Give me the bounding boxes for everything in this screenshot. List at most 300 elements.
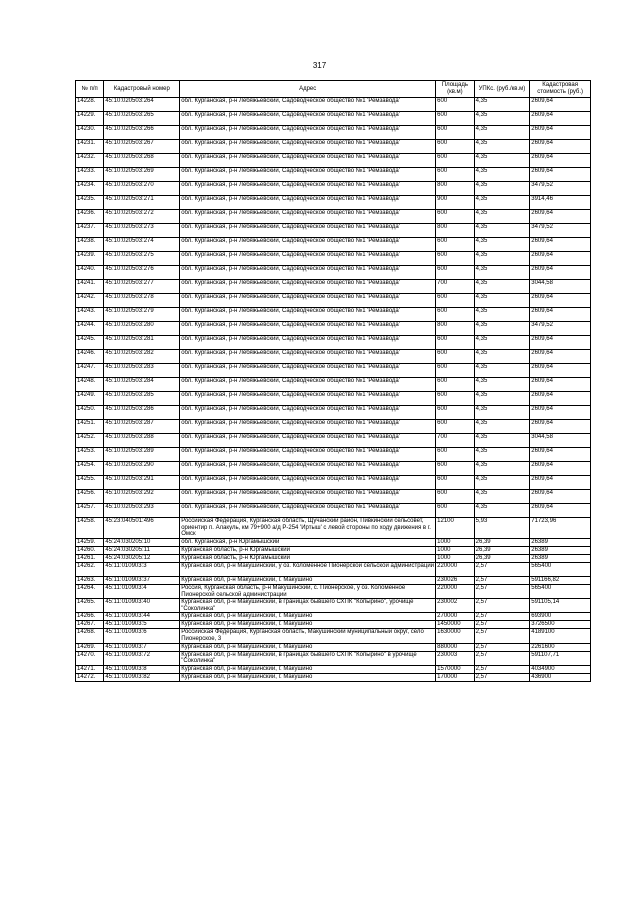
table-row	[76, 599, 591, 613]
table-row	[76, 621, 591, 629]
cell-area: 700	[436, 280, 474, 294]
cell-cost: 2609,64	[530, 126, 591, 140]
cell-upks: 26,39	[474, 539, 530, 547]
cell-area: 600	[436, 238, 474, 252]
table-header-row	[76, 81, 591, 98]
table-row	[76, 252, 591, 266]
table-row	[76, 504, 591, 518]
cell-upks: 2,57	[474, 621, 530, 629]
cell-address: обл. Курганская, р-н Лебяжьевский, Садоводческое общество №1 'Ремзавода'	[180, 182, 436, 196]
cell-upks: 4,35	[474, 168, 530, 182]
cell-address: обл. Курганская, р-н Лебяжьевский, Садоводческое общество №1 'Ремзавода'	[180, 238, 436, 252]
cell-area: 1000	[436, 539, 474, 547]
cell-cost: 2609,64	[530, 406, 591, 420]
cell-address: обл. Курганская, р-н Лебяжьевский, Садоводческое общество №1 'Ремзавода'	[180, 504, 436, 518]
cell-cadastral-number: 45:11:010903:82	[104, 673, 180, 681]
cell-number: 14238.	[76, 238, 104, 252]
cell-area: 880000	[436, 643, 474, 651]
cell-upks: 4,35	[474, 224, 530, 238]
cell-address: Курганская обл, р-н Макушинский, г. Макушино	[180, 643, 436, 651]
cell-cadastral-number: 45:11:010903:3	[104, 563, 180, 577]
cell-cost: 591107,71	[530, 651, 591, 665]
cell-cost: 2609,64	[530, 364, 591, 378]
cell-cost: 2609,64	[530, 154, 591, 168]
cell-address: обл. Курганская, р-н Лебяжьевский, Садоводческое общество №1 'Ремзавода'	[180, 322, 436, 336]
cell-cost: 3726500	[530, 621, 591, 629]
cell-number: 14249.	[76, 392, 104, 406]
cell-area: 220000	[436, 585, 474, 599]
table-row	[76, 322, 591, 336]
cell-cadastral-number: 45:10:020503:265	[104, 112, 180, 126]
table-row	[76, 140, 591, 154]
cell-cadastral-number: 45:11:010903:40	[104, 599, 180, 613]
cell-cadastral-number: 45:10:020503:289	[104, 448, 180, 462]
cell-upks: 2,57	[474, 613, 530, 621]
cell-cadastral-number: 45:10:020503:279	[104, 308, 180, 322]
cell-address: обл. Курганская, р-н Лебяжьевский, Садоводческое общество №1 'Ремзавода'	[180, 490, 436, 504]
cell-address: Курганская обл, р-н Макушинский, г. Макушино	[180, 665, 436, 673]
cell-area: 600	[436, 168, 474, 182]
cell-area: 600	[436, 308, 474, 322]
cell-area: 1000	[436, 547, 474, 555]
cell-cost: 3479,52	[530, 182, 591, 196]
cell-area: 600	[436, 112, 474, 126]
table-row	[76, 476, 591, 490]
cell-number: 14267.	[76, 621, 104, 629]
cell-area: 12100	[436, 518, 474, 539]
header-cadastral-number: Кадастровый номер	[104, 81, 180, 98]
cell-address: обл. Курганская, р-н Лебяжьевский, Садоводческое общество №1 'Ремзавода'	[180, 378, 436, 392]
cell-cadastral-number: 45:10:020503:290	[104, 462, 180, 476]
cell-upks: 4,35	[474, 448, 530, 462]
page-number: 317	[312, 61, 327, 70]
cell-cadastral-number: 45:11:010903:5	[104, 621, 180, 629]
cell-cost: 2609,64	[530, 378, 591, 392]
cell-area: 600	[436, 448, 474, 462]
cell-address: обл. Курганская, р-н Лебяжьевский, Садоводческое общество №1 'Ремзавода'	[180, 420, 436, 434]
table-body	[76, 98, 591, 682]
cell-cadastral-number: 45:10:020503:284	[104, 378, 180, 392]
cell-number: 14230.	[76, 126, 104, 140]
cell-cost: 4034900	[530, 665, 591, 673]
cell-area: 600	[436, 98, 474, 112]
cell-address: обл. Курганская, р-н Юргамышский	[180, 539, 436, 547]
cell-cost: 2609,64	[530, 504, 591, 518]
cell-cadastral-number: 45:10:020503:269	[104, 168, 180, 182]
cell-address: обл. Курганская, р-н Лебяжьевский, Садоводческое общество №1 'Ремзавода'	[180, 252, 436, 266]
cell-address: обл. Курганская, р-н Лебяжьевский, Садоводческое общество №1 'Ремзавода'	[180, 406, 436, 420]
cell-cost: 2609,64	[530, 476, 591, 490]
cell-cost: 591166,82	[530, 577, 591, 585]
cell-address: Курганская область, р-н Юргамышский	[180, 547, 436, 555]
cell-area: 600	[436, 378, 474, 392]
cell-cadastral-number: 45:10:020503:274	[104, 238, 180, 252]
cell-area: 600	[436, 154, 474, 168]
cell-number: 14272.	[76, 673, 104, 681]
cell-number: 14260.	[76, 547, 104, 555]
cell-address: обл. Курганская, р-н Лебяжьевский, Садоводческое общество №1 'Ремзавода'	[180, 294, 436, 308]
cell-upks: 4,35	[474, 392, 530, 406]
cell-address: обл. Курганская, р-н Лебяжьевский, Садоводческое общество №1 'Ремзавода'	[180, 462, 436, 476]
cell-number: 14261.	[76, 555, 104, 563]
cell-cadastral-number: 45:10:020503:266	[104, 126, 180, 140]
cell-cost: 2609,64	[530, 98, 591, 112]
cell-number: 14242.	[76, 294, 104, 308]
table-row	[76, 266, 591, 280]
table-row	[76, 406, 591, 420]
cadastral-table	[75, 80, 591, 682]
cell-upks: 4,35	[474, 112, 530, 126]
cell-number: 14259.	[76, 539, 104, 547]
cell-area: 600	[436, 266, 474, 280]
table-row	[76, 154, 591, 168]
cell-cost: 3479,52	[530, 224, 591, 238]
cell-address: обл. Курганская, р-н Лебяжьевский, Садоводческое общество №1 'Ремзавода'	[180, 448, 436, 462]
cell-cost: 3914,46	[530, 196, 591, 210]
cell-address: обл. Курганская, р-н Лебяжьевский, Садоводческое общество №1 'Ремзавода'	[180, 98, 436, 112]
cell-cadastral-number: 45:10:020503:278	[104, 294, 180, 308]
cell-cost: 2261600	[530, 643, 591, 651]
cell-number: 14234.	[76, 182, 104, 196]
cell-area: 230002	[436, 599, 474, 613]
cell-area: 600	[436, 490, 474, 504]
cell-number: 14254.	[76, 462, 104, 476]
cell-area: 600	[436, 476, 474, 490]
cell-area: 600	[436, 252, 474, 266]
table-row	[76, 518, 591, 539]
cell-number: 14245.	[76, 336, 104, 350]
table-row	[76, 577, 591, 585]
cell-address: обл. Курганская, р-н Лебяжьевский, Садоводческое общество №1 'Ремзавода'	[180, 434, 436, 448]
cell-upks: 4,35	[474, 182, 530, 196]
cell-address: Курганская обл, р-н Макушинский, у оз. Коломенное Пионерской сельской администрации	[180, 563, 436, 577]
cell-address: обл. Курганская, р-н Лебяжьевский, Садоводческое общество №1 'Ремзавода'	[180, 336, 436, 350]
table-row	[76, 224, 591, 238]
cell-address: обл. Курганская, р-н Лебяжьевский, Садоводческое общество №1 'Ремзавода'	[180, 154, 436, 168]
cell-number: 14243.	[76, 308, 104, 322]
cell-cost: 2609,64	[530, 210, 591, 224]
cell-cadastral-number: 45:11:010903:6	[104, 629, 180, 643]
cell-number: 14268.	[76, 629, 104, 643]
cell-address: Курганская обл, р-н Макушинский, г. Макушино	[180, 577, 436, 585]
cell-cost: 2609,64	[530, 462, 591, 476]
cell-address: Курганская обл, р-н Макушинский, г. Макушино	[180, 673, 436, 681]
cell-upks: 4,35	[474, 280, 530, 294]
cell-address: обл. Курганская, р-н Лебяжьевский, Садоводческое общество №1 'Ремзавода'	[180, 196, 436, 210]
cell-area: 900	[436, 196, 474, 210]
cell-number: 14256.	[76, 490, 104, 504]
cell-cadastral-number: 45:10:020503:292	[104, 490, 180, 504]
cell-cost: 565400	[530, 563, 591, 577]
cell-address: обл. Курганская, р-н Лебяжьевский, Садоводческое общество №1 'Ремзавода'	[180, 126, 436, 140]
cell-upks: 4,35	[474, 252, 530, 266]
cell-number: 14255.	[76, 476, 104, 490]
cell-cost: 591105,14	[530, 599, 591, 613]
table-row	[76, 547, 591, 555]
cell-upks: 4,35	[474, 406, 530, 420]
cell-cost: 71723,96	[530, 518, 591, 539]
cell-address: обл. Курганская, р-н Лебяжьевский, Садоводческое общество №1 'Ремзавода'	[180, 476, 436, 490]
cell-area: 230026	[436, 577, 474, 585]
table-row	[76, 462, 591, 476]
cell-area: 1630000	[436, 629, 474, 643]
cell-address: Курганская область, р-н Юргамышский	[180, 555, 436, 563]
cell-address: обл. Курганская, р-н Лебяжьевский, Садоводческое общество №1 'Ремзавода'	[180, 364, 436, 378]
cell-cost: 26389	[530, 555, 591, 563]
cell-cost: 3044,58	[530, 434, 591, 448]
cell-cadastral-number: 45:23:040501:496	[104, 518, 180, 539]
cell-cadastral-number: 45:10:020503:286	[104, 406, 180, 420]
cell-upks: 4,35	[474, 196, 530, 210]
table-row	[76, 651, 591, 665]
cell-cadastral-number: 45:11:010903:44	[104, 613, 180, 621]
cell-upks: 2,57	[474, 643, 530, 651]
cell-upks: 4,35	[474, 476, 530, 490]
cell-upks: 4,35	[474, 140, 530, 154]
cell-address: Курганская обл, р-н Макушинский, в границах бывшего СХПК "Копырино", урочище "Соколинка"	[180, 599, 436, 613]
table-row	[76, 448, 591, 462]
header-area: Площадь (кв.м)	[436, 81, 474, 98]
cell-number: 14248.	[76, 378, 104, 392]
cell-number: 14246.	[76, 350, 104, 364]
cell-number: 14229.	[76, 112, 104, 126]
cell-cadastral-number: 45:11:010903:37	[104, 577, 180, 585]
cell-cadastral-number: 45:24:030205:11	[104, 547, 180, 555]
cell-upks: 4,35	[474, 350, 530, 364]
cell-cadastral-number: 45:10:020503:293	[104, 504, 180, 518]
cell-upks: 4,35	[474, 308, 530, 322]
table-row	[76, 555, 591, 563]
cell-cadastral-number: 45:10:020503:267	[104, 140, 180, 154]
cell-address: Курганская обл, р-н Макушинский, г. Макушино	[180, 621, 436, 629]
cell-cadastral-number: 45:10:020503:271	[104, 196, 180, 210]
cell-area: 600	[436, 462, 474, 476]
cell-address: обл. Курганская, р-н Лебяжьевский, Садоводческое общество №1 'Ремзавода'	[180, 392, 436, 406]
cell-upks: 4,35	[474, 210, 530, 224]
cell-cost: 2609,64	[530, 294, 591, 308]
cell-upks: 2,57	[474, 629, 530, 643]
cell-address: обл. Курганская, р-н Лебяжьевский, Садоводческое общество №1 'Ремзавода'	[180, 280, 436, 294]
table-row	[76, 308, 591, 322]
cell-number: 14270.	[76, 651, 104, 665]
cell-number: 14236.	[76, 210, 104, 224]
cell-number: 14265.	[76, 599, 104, 613]
cell-number: 14237.	[76, 224, 104, 238]
cell-upks: 4,35	[474, 490, 530, 504]
cell-upks: 4,35	[474, 434, 530, 448]
table-row	[76, 420, 591, 434]
cell-cost: 2609,64	[530, 350, 591, 364]
cell-area: 600	[436, 406, 474, 420]
cell-cost: 2609,64	[530, 112, 591, 126]
cell-cadastral-number: 45:24:030205:12	[104, 555, 180, 563]
table-row	[76, 112, 591, 126]
cell-upks: 26,39	[474, 547, 530, 555]
cell-upks: 4,35	[474, 126, 530, 140]
cell-area: 1000	[436, 555, 474, 563]
cell-upks: 4,35	[474, 364, 530, 378]
cell-upks: 4,35	[474, 98, 530, 112]
cell-area: 800	[436, 224, 474, 238]
cell-upks: 2,57	[474, 585, 530, 599]
cell-number: 14239.	[76, 252, 104, 266]
cell-upks: 5,93	[474, 518, 530, 539]
cell-address: обл. Курганская, р-н Лебяжьевский, Садоводческое общество №1 'Ремзавода'	[180, 112, 436, 126]
header-number: № п/п	[76, 81, 104, 98]
table-row	[76, 364, 591, 378]
cell-upks: 2,57	[474, 673, 530, 681]
cell-cost: 2609,64	[530, 168, 591, 182]
cell-cadastral-number: 45:10:020503:273	[104, 224, 180, 238]
cell-number: 14235.	[76, 196, 104, 210]
cell-number: 14240.	[76, 266, 104, 280]
cell-upks: 4,35	[474, 322, 530, 336]
table-row	[76, 196, 591, 210]
cell-area: 700	[436, 434, 474, 448]
cell-cost: 436900	[530, 673, 591, 681]
cell-cadastral-number: 45:10:020503:282	[104, 350, 180, 364]
cell-cadastral-number: 45:10:020503:270	[104, 182, 180, 196]
table-row	[76, 585, 591, 599]
table-row	[76, 643, 591, 651]
cell-upks: 4,35	[474, 154, 530, 168]
cell-cost: 2609,64	[530, 308, 591, 322]
cell-area: 600	[436, 140, 474, 154]
cell-cadastral-number: 45:10:020503:287	[104, 420, 180, 434]
cell-cost: 2609,64	[530, 392, 591, 406]
table-row	[76, 182, 591, 196]
cell-number: 14247.	[76, 364, 104, 378]
cell-cost: 2609,64	[530, 238, 591, 252]
cell-number: 14228.	[76, 98, 104, 112]
cell-address: обл. Курганская, р-н Лебяжьевский, Садоводческое общество №1 'Ремзавода'	[180, 350, 436, 364]
cell-number: 14257.	[76, 504, 104, 518]
cell-cadastral-number: 45:24:030205:10	[104, 539, 180, 547]
cell-number: 14263.	[76, 577, 104, 585]
cell-upks: 26,39	[474, 555, 530, 563]
cell-cadastral-number: 45:10:020503:275	[104, 252, 180, 266]
cell-address: Российская Федерация, Курганская область, Макушинский муниципальный округ, село Пионерское, 3	[180, 629, 436, 643]
cell-cadastral-number: 45:10:020503:291	[104, 476, 180, 490]
cell-cost: 4189100	[530, 629, 591, 643]
cell-area: 230003	[436, 651, 474, 665]
cell-area: 600	[436, 504, 474, 518]
header-cost: Кадастровая стоимость (руб.)	[530, 81, 591, 98]
cell-area: 600	[436, 420, 474, 434]
cell-cost: 3479,52	[530, 322, 591, 336]
cell-cost: 2609,64	[530, 266, 591, 280]
cell-cadastral-number: 45:10:020503:276	[104, 266, 180, 280]
cell-upks: 2,57	[474, 577, 530, 585]
table-row	[76, 490, 591, 504]
cell-cadastral-number: 45:10:020503:272	[104, 210, 180, 224]
table-row	[76, 238, 591, 252]
cell-area: 800	[436, 182, 474, 196]
cell-upks: 4,35	[474, 336, 530, 350]
cell-address: Курганская обл, р-н Макушинский, г. Макушино	[180, 613, 436, 621]
cell-cadastral-number: 45:11:010903:8	[104, 665, 180, 673]
cell-area: 1450000	[436, 621, 474, 629]
cell-upks: 4,35	[474, 294, 530, 308]
cell-number: 14264.	[76, 585, 104, 599]
cell-area: 600	[436, 364, 474, 378]
cell-area: 270000	[436, 613, 474, 621]
cell-upks: 4,35	[474, 266, 530, 280]
cell-number: 14271.	[76, 665, 104, 673]
cell-cadastral-number: 45:10:020503:264	[104, 98, 180, 112]
cell-upks: 4,35	[474, 420, 530, 434]
cell-number: 14241.	[76, 280, 104, 294]
cell-number: 14250.	[76, 406, 104, 420]
cell-cadastral-number: 45:11:010903:7	[104, 643, 180, 651]
cell-area: 600	[436, 126, 474, 140]
table-row	[76, 350, 591, 364]
cell-area: 600	[436, 336, 474, 350]
cell-cost: 3044,58	[530, 280, 591, 294]
table-row	[76, 392, 591, 406]
cell-number: 14251.	[76, 420, 104, 434]
cell-address: обл. Курганская, р-н Лебяжьевский, Садоводческое общество №1 'Ремзавода'	[180, 308, 436, 322]
cell-area: 600	[436, 294, 474, 308]
cell-upks: 4,35	[474, 504, 530, 518]
table-row	[76, 629, 591, 643]
cell-address: обл. Курганская, р-н Лебяжьевский, Садоводческое общество №1 'Ремзавода'	[180, 140, 436, 154]
cell-area: 600	[436, 210, 474, 224]
cell-area: 170000	[436, 673, 474, 681]
table-row	[76, 280, 591, 294]
header-upks: УПКс. (руб./кв.м)	[474, 81, 530, 98]
cell-cost: 2609,64	[530, 140, 591, 154]
table-row	[76, 665, 591, 673]
cell-number: 14266.	[76, 613, 104, 621]
cell-upks: 4,35	[474, 378, 530, 392]
cell-cost: 2609,64	[530, 252, 591, 266]
table-row	[76, 210, 591, 224]
cell-address: обл. Курганская, р-н Лебяжьевский, Садоводческое общество №1 'Ремзавода'	[180, 266, 436, 280]
cell-cadastral-number: 45:10:020503:268	[104, 154, 180, 168]
cell-cadastral-number: 45:10:020503:288	[104, 434, 180, 448]
cell-address: обл. Курганская, р-н Лебяжьевский, Садоводческое общество №1 'Ремзавода'	[180, 224, 436, 238]
cell-cadastral-number: 45:10:020503:285	[104, 392, 180, 406]
cell-cadastral-number: 45:10:020503:280	[104, 322, 180, 336]
table-row	[76, 434, 591, 448]
cell-number: 14244.	[76, 322, 104, 336]
header-address: Адрес	[180, 81, 436, 98]
cell-address: обл. Курганская, р-н Лебяжьевский, Садоводческое общество №1 'Ремзавода'	[180, 210, 436, 224]
cell-area: 600	[436, 350, 474, 364]
cell-cadastral-number: 45:11:010903:4	[104, 585, 180, 599]
cell-upks: 4,35	[474, 238, 530, 252]
cell-upks: 2,57	[474, 651, 530, 665]
cell-area: 220000	[436, 563, 474, 577]
cell-cadastral-number: 45:11:010903:72	[104, 651, 180, 665]
cell-cost: 2609,64	[530, 448, 591, 462]
cell-number: 14262.	[76, 563, 104, 577]
cell-upks: 2,57	[474, 665, 530, 673]
table-row	[76, 168, 591, 182]
table-row	[76, 294, 591, 308]
cell-cadastral-number: 45:10:020503:277	[104, 280, 180, 294]
cell-upks: 2,57	[474, 599, 530, 613]
table-row	[76, 336, 591, 350]
table-row	[76, 378, 591, 392]
table-row	[76, 613, 591, 621]
cell-area: 600	[436, 392, 474, 406]
cell-number: 14232.	[76, 154, 104, 168]
cell-number: 14258.	[76, 518, 104, 539]
cell-address: Российская Федерация, Курганская область, Щучанский район, Пивкинский сельсовет, ориентир п. Алакуль, км 79+900 а/д Р-254 'Иртыш' с левой стороны по ходу движения в г. Омск	[180, 518, 436, 539]
cell-number: 14269.	[76, 643, 104, 651]
